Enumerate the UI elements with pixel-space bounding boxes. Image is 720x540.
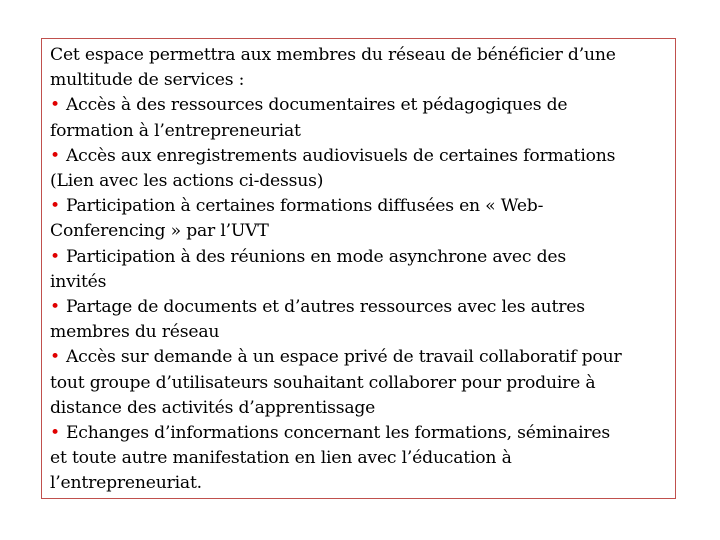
intro-line: Cet espace permettra aux membres du réseau de bénéficier d’une (50, 45, 616, 65)
list-item-text: l’entrepreneuriat. (50, 473, 202, 494)
list-item-line (50, 396, 675, 421)
list-item-line (50, 169, 675, 194)
list-item-line (50, 93, 675, 118)
list-item-text: Partage de documents et d’autres ressources avec les autres (65, 297, 585, 318)
list-item-line (50, 245, 675, 270)
bullet-icon: • (50, 95, 60, 116)
bullet-icon: • (50, 297, 60, 318)
list-item-text: Accès aux enregistrements audiovisuels de certaines formations (65, 145, 616, 166)
text-box (41, 38, 676, 499)
list-item-line (50, 119, 675, 144)
list-item-line (50, 295, 675, 320)
bullet-icon: • (50, 423, 60, 444)
list-item-line (50, 471, 675, 496)
list-item-text: tout groupe d’utilisateurs souhaitant collaborer pour produire à (50, 372, 596, 393)
list-item-line (50, 320, 675, 345)
list-item-text: Conferencing » par l’UVT (50, 221, 269, 242)
list-item-text: invités (50, 271, 107, 292)
intro-paragraph (50, 43, 675, 93)
list-item (50, 295, 675, 345)
list-item-line (50, 219, 675, 244)
bullet-icon: • (50, 246, 60, 267)
bullet-icon: • (50, 196, 60, 217)
list-item-line (50, 446, 675, 471)
list-item (50, 194, 675, 244)
list-item-text: Accès à des ressources documentaires et pédagogiques de (65, 95, 568, 116)
bullet-icon: • (50, 347, 60, 368)
list-item-text: Participation à certaines formations diffusées en « Web- (65, 196, 544, 217)
list-item-line (50, 345, 675, 370)
list-item-text: distance des activités d’apprentissage (50, 397, 376, 418)
list-item (50, 144, 675, 194)
list-item (50, 245, 675, 295)
list-item-text: Accès sur demande à un espace privé de travail collaboratif pour (65, 347, 622, 368)
list-item-text: membres du réseau (50, 322, 220, 343)
list-item-text: et toute autre manifestation en lien avec l’éducation à (50, 448, 512, 469)
list-item-line (50, 371, 675, 396)
list-item (50, 421, 675, 497)
list-item-line (50, 144, 675, 169)
list-item-text: (Lien avec les actions ci-dessus) (50, 171, 324, 192)
list-item (50, 345, 675, 421)
services-list (50, 93, 675, 496)
list-item-text: formation à l’entrepreneuriat (50, 120, 301, 141)
list-item-text: Participation à des réunions en mode asynchrone avec des (65, 246, 566, 267)
list-item-line (50, 194, 675, 219)
list-item-line (50, 421, 675, 446)
intro-line: multitude de services : (50, 70, 245, 91)
bullet-icon: • (50, 145, 60, 166)
list-item-text: Echanges d’informations concernant les formations, séminaires (65, 423, 610, 444)
list-item (50, 93, 675, 143)
list-item-line (50, 270, 675, 295)
